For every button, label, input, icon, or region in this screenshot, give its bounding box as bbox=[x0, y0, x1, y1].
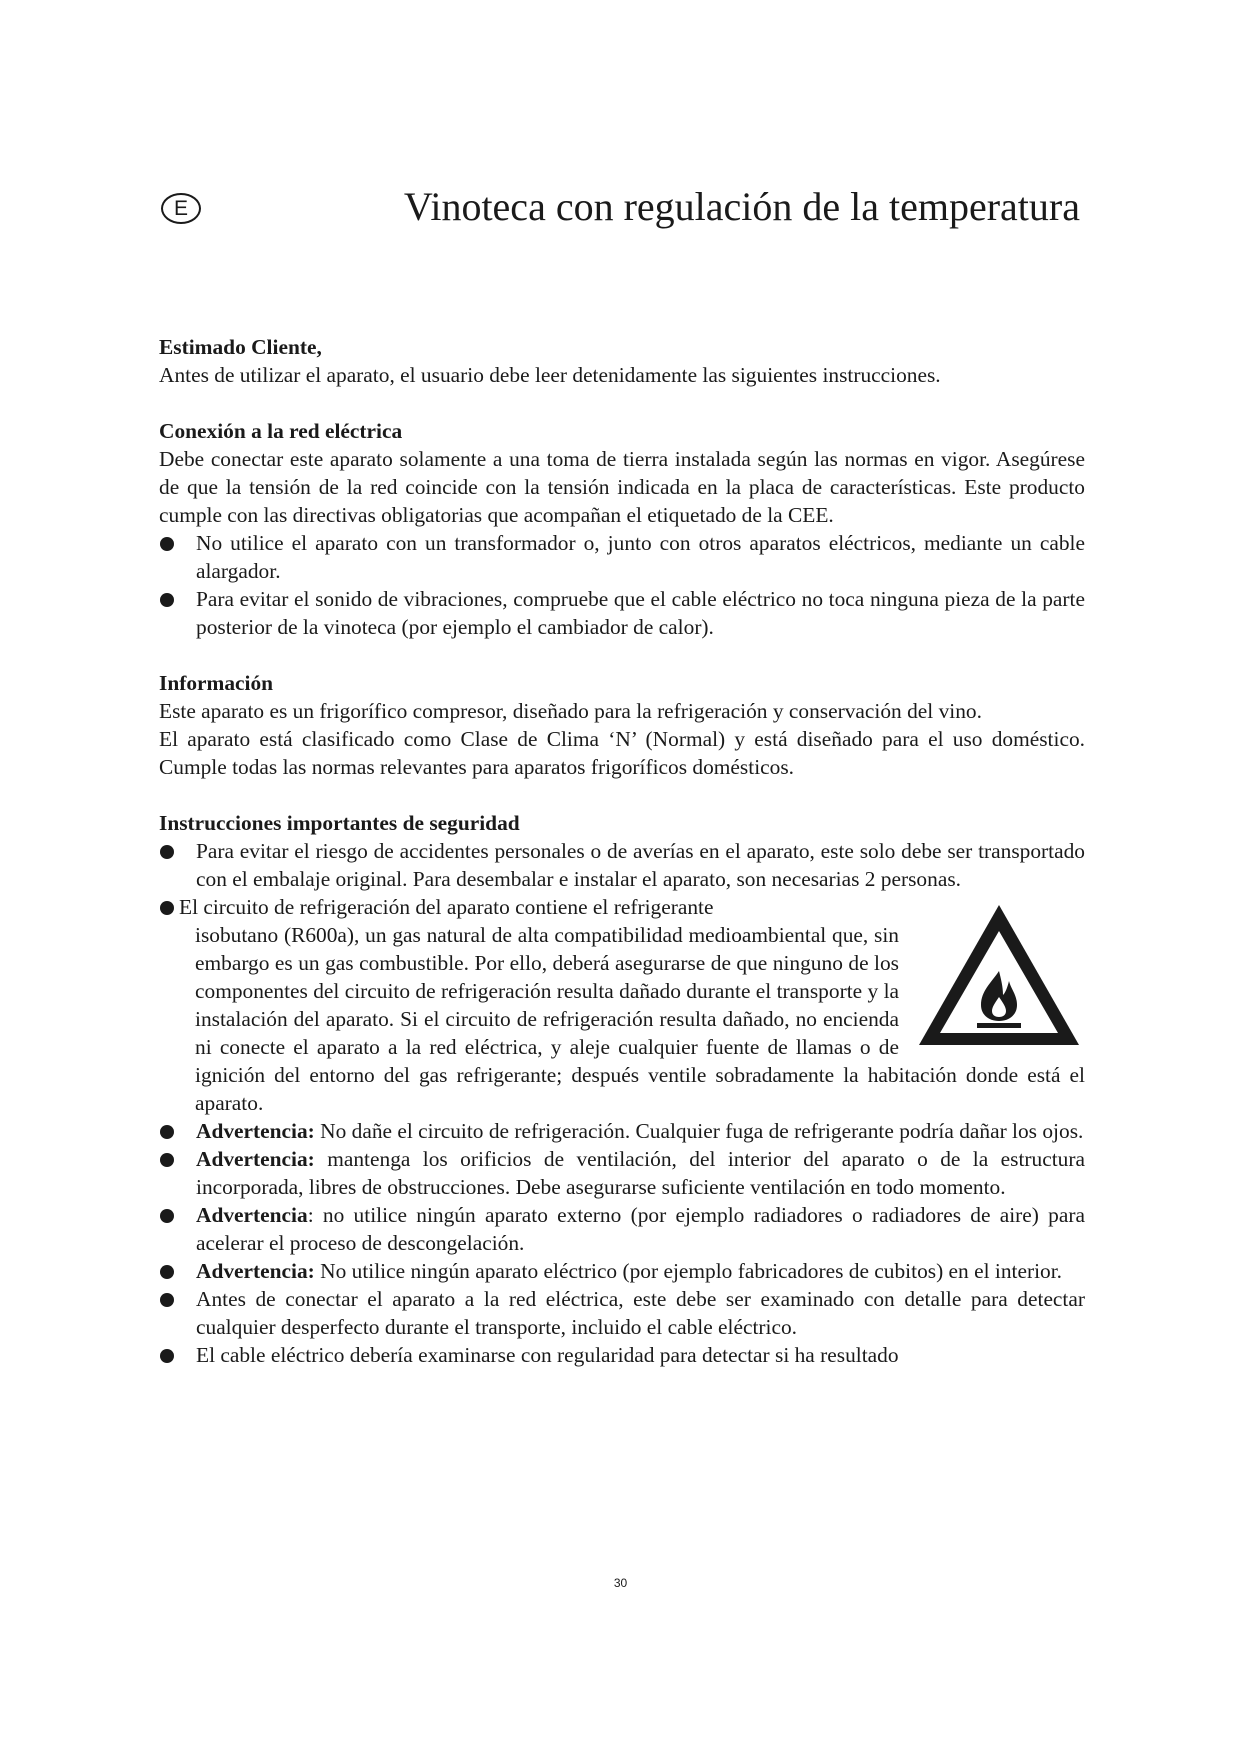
list-item-warning bbox=[159, 1201, 1085, 1257]
list-item-warning bbox=[159, 1257, 1085, 1285]
list-item-refrigerant bbox=[159, 893, 1085, 1117]
safety-bullets bbox=[159, 837, 1085, 1369]
safety-section bbox=[159, 809, 1085, 1369]
warning-text: No utilice ningún aparato eléctrico (por ejemplo fabricadores de cubitos) en el interior. bbox=[314, 1259, 1063, 1283]
document-body bbox=[159, 333, 1085, 1369]
page-number: 30 bbox=[613, 1576, 628, 1590]
list-item-text: Para evitar el riesgo de accidentes personales o de averías en el aparato, este solo debe ser transportado con el embalaje original. Para desembalar e instalar el aparato, son necesarias 2 personas. bbox=[196, 839, 1085, 891]
list-item-text: Antes de conectar el aparato a la red eléctrica, este debe ser examinado con detalle para detectar cualquier desperfecto durante el transporte, incluido el cable eléctrico. bbox=[196, 1287, 1085, 1339]
list-item bbox=[159, 585, 1085, 641]
electrical-heading: Conexión a la red eléctrica bbox=[159, 419, 403, 443]
electrical-section bbox=[159, 417, 1085, 641]
list-item bbox=[159, 529, 1085, 585]
list-item-warning bbox=[159, 1145, 1085, 1201]
bullet-icon bbox=[160, 537, 174, 551]
bullet-icon bbox=[160, 1125, 174, 1139]
list-item bbox=[159, 837, 1085, 893]
warning-label: Advertencia: bbox=[196, 1147, 315, 1171]
bullet-icon bbox=[160, 845, 174, 859]
greeting-section bbox=[159, 333, 1085, 389]
bullet-icon bbox=[160, 1349, 174, 1363]
warning-text: : no utilice ningún aparato externo (por ejemplo radiadores o radiadores de aire) para acelerar el proceso de descongelación. bbox=[196, 1203, 1085, 1255]
list-item-text: El cable eléctrico debería examinarse con regularidad para detectar si ha resultado bbox=[196, 1343, 899, 1367]
list-item-text: No utilice el aparato con un transformador o, junto con otros aparatos eléctricos, mediante un cable alargador. bbox=[196, 531, 1085, 583]
language-badge: E bbox=[161, 193, 201, 224]
page-title: Vinoteca con regulación de la temperatura bbox=[403, 184, 1080, 229]
information-paragraph-2: El aparato está clasificado como Clase de Clima ‘N’ (Normal) y está diseñado para el uso doméstico. Cumple todas las normas relevantes para aparatos frigoríficos domésticos. bbox=[159, 727, 1085, 779]
bullet-icon bbox=[160, 901, 174, 915]
warning-label: Advertencia: bbox=[196, 1259, 315, 1283]
refrigerant-text: isobutano (R600a), un gas natural de alta compatibilidad medioambiental que, sin embargo es un gas combustible. Por ello, deberá asegurarse de que ninguno de los componentes del circuito de refrigeración resulta dañado durante el transporte y la instalación del aparato. Si el circuito de refrigeración resulta dañado, no encienda ni conecte el aparato a la red eléctrica, y aleje cualquier fuente de llamas o de ignición del entorno del gas refrigerante; después ventile sobradamente la habitación donde está el aparato. bbox=[195, 923, 1085, 1115]
warning-text: No dañe el circuito de refrigeración. Cualquier fuga de refrigerante podría dañar los ojos. bbox=[314, 1119, 1084, 1143]
information-section bbox=[159, 669, 1085, 781]
greeting-text: Antes de utilizar el aparato, el usuario debe leer detenidamente las siguientes instrucciones. bbox=[159, 363, 941, 387]
warning-label: Advertencia bbox=[196, 1203, 308, 1227]
bullet-icon bbox=[160, 1265, 174, 1279]
list-item-warning bbox=[159, 1117, 1085, 1145]
warning-label: Advertencia: bbox=[196, 1119, 315, 1143]
warning-text: mantenga los orificios de ventilación, del interior del aparato o de la estructura incorporada, libres de obstrucciones. Debe asegurarse suficiente ventilación en todo momento. bbox=[196, 1147, 1085, 1199]
information-paragraph-1: Este aparato es un frigorífico compresor, diseñado para la refrigeración y conservación del vino. bbox=[159, 699, 982, 723]
greeting-heading: Estimado Cliente, bbox=[159, 335, 322, 359]
list-item bbox=[159, 1341, 1085, 1369]
refrigerant-first-line: El circuito de refrigeración del aparato contiene el refrigerante bbox=[179, 895, 714, 919]
information-heading: Información bbox=[159, 671, 274, 695]
bullet-icon bbox=[160, 1209, 174, 1223]
flammable-warning-icon bbox=[913, 899, 1085, 1051]
bullet-icon bbox=[160, 1153, 174, 1167]
safety-heading: Instrucciones importantes de seguridad bbox=[159, 811, 520, 835]
list-item bbox=[159, 1285, 1085, 1341]
electrical-text: Debe conectar este aparato solamente a una toma de tierra instalada según las normas en vigor. Asegúrese de que la tensión de la red coincide con la tensión indicada en la placa de características. Este producto cumple con las directivas obligatorias que acompañan el etiquetado de la CEE. bbox=[159, 447, 1085, 527]
bullet-icon bbox=[160, 1293, 174, 1307]
electrical-bullets bbox=[159, 529, 1085, 641]
list-item-text: Para evitar el sonido de vibraciones, compruebe que el cable eléctrico no toca ninguna pieza de la parte posterior de la vinoteca (por ejemplo el cambiador de calor). bbox=[196, 587, 1085, 639]
bullet-icon bbox=[160, 593, 174, 607]
